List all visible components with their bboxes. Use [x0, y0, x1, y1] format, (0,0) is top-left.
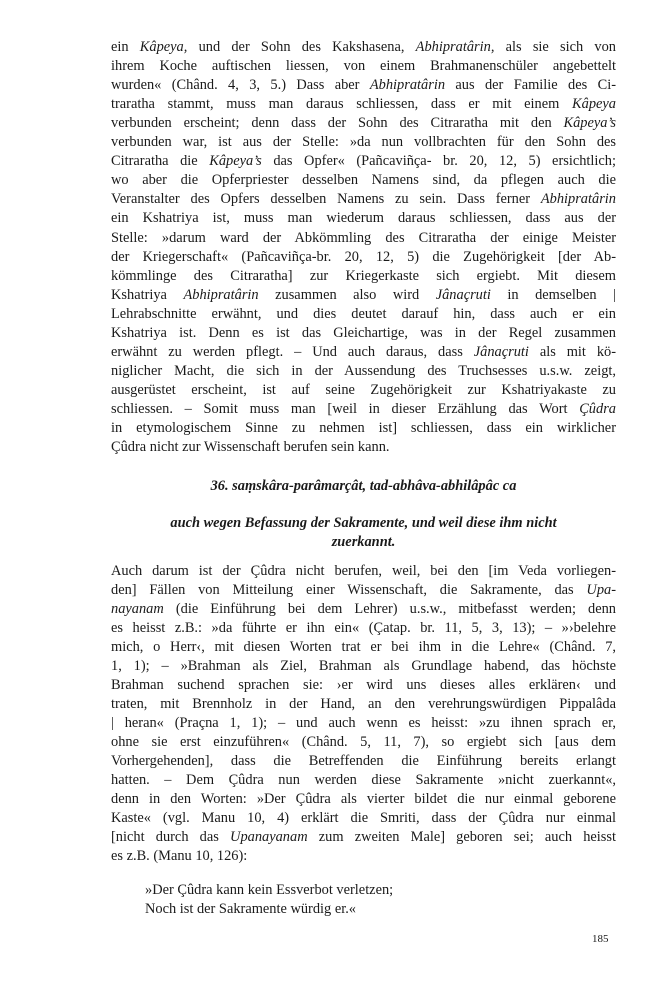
text-line — [111, 771, 616, 790]
text-line — [111, 419, 616, 438]
text-line — [111, 657, 616, 676]
text-run: mich, o Herr‹, mit diesen Worten trat er bei ihm in die Lehre« (Chând. 7, — [111, 639, 616, 655]
text-line — [111, 381, 616, 400]
text-run: Vorhergehenden], dass die Betreffenden die Einführung bereits erlangt — [111, 753, 616, 769]
italic-term: Abhipratârin, — [415, 39, 495, 55]
text-run: erwähnt zu werden pflegt. – Und auch daraus, dass — [111, 343, 474, 360]
text-run: Auch darum ist der Çûdra nicht berufen, weil, bei den [im Veda vorliegen- — [111, 563, 616, 579]
text-run: ein — [111, 39, 140, 55]
text-line — [111, 581, 616, 600]
verse-line-1: »Der Çûdra kann kein Essverbot verletzen; — [145, 882, 394, 898]
text-run: ohne sie erst einzuführen« (Chând. 5, 11, 7), so ergiebt sich [aus dem — [111, 734, 616, 750]
text-run: 1, 1); – »Brahman als Ziel, Brahman als Grundlage habend, das höchste — [111, 658, 616, 674]
text-line — [111, 400, 616, 419]
text-run: kömmlinge des Citraratha] zur Kriegerkaste sich ergiebt. Mit diesem — [111, 267, 616, 284]
text-run: in demselben | — [490, 286, 616, 303]
text-line — [111, 638, 616, 657]
text-run: zum zweiten Male] geboren sei; auch heisst — [307, 829, 616, 845]
sutra-heading: 36. saṃskâra-parâmarçât, tad-abhâva-abhilâpâc ca — [210, 478, 517, 494]
text-line — [111, 343, 616, 362]
text-line — [111, 847, 616, 866]
text-run: Kaste« (vgl. Manu 10, 4) erklärt die Smriti, dass der Çûdra nur einmal — [111, 810, 616, 826]
text-line — [111, 38, 616, 57]
text-run: und der Sohn des Kakshasena, — [187, 39, 416, 55]
text-line — [111, 790, 616, 809]
text-run: traten, mit Brennholz in der Hand, an den verehrungswürdigen Pippalâda — [111, 696, 616, 712]
text-run: [nicht durch das — [111, 829, 231, 845]
page-number: 185 — [592, 933, 609, 945]
text-run: Veranstalter des Opfers desselben Namens zu sein. Dass ferner — [111, 191, 541, 208]
text-line — [111, 438, 616, 457]
text-run: niglicher Macht, die sich in der Aussendung des Truchsesses u.s.w. zeigt, — [111, 362, 616, 379]
text-run: aus der Familie des Ci- — [445, 77, 616, 94]
text-run: Çûdra nicht zur Wissenschaft berufen sein kann. — [111, 439, 390, 456]
text-run: Kshatriya — [111, 286, 184, 303]
text-line — [111, 324, 616, 343]
text-run: als sie sich von — [494, 39, 616, 55]
text-run: den] Fällen von Mitteilung einer Wissenschaft, die Sakramente, das — [111, 582, 587, 598]
text-line — [111, 714, 616, 733]
text-line — [111, 305, 616, 324]
text-run: verbunden erscheint; denn dass der Sohn des Citraratha mit den — [111, 115, 564, 132]
text-line — [111, 676, 616, 695]
verse-line-2: Noch ist der Sakramente würdig er.« — [145, 901, 357, 917]
text-run: Lehrabschnitte erwähnt, und dies deutet darauf hin, dass auch er ein — [111, 305, 616, 322]
text-run: schliessen. – Somit muss man [weil in dieser Erzählung das Wort — [111, 400, 580, 417]
text-line — [111, 733, 616, 752]
text-line — [111, 619, 616, 638]
text-run: hatten. – Dem Çûdra nun werden diese Sakramente »nicht zuerkannt«, — [111, 772, 616, 788]
text-run: Kshatriya ist. Denn es ist das Gleichartige, was in der Regel zusammen — [111, 324, 616, 341]
text-line — [111, 229, 616, 248]
text-line — [111, 248, 616, 267]
text-run: Citraratha die — [111, 153, 210, 170]
text-line — [111, 562, 616, 581]
sutra-translation-line2: zuerkannt. — [331, 534, 396, 550]
text-run: in etymologischem Sinne zu nehmen ist] schliessen, dass ein wirklicher — [111, 420, 616, 436]
italic-term: Abhipratârin — [369, 77, 446, 94]
text-run: das Opfer« (Pañcaviñça- br. 20, 12, 5) ersichtlich; — [261, 153, 616, 170]
text-run: wo aber die Opferpriester desselben Namens sind, da pflegen auch die — [111, 172, 616, 189]
italic-term: Kâpeya’s — [563, 115, 616, 132]
text-run: | heran« (Praçna 1, 1); – und auch wenn es heisst: »zu ihnen sprach er, — [111, 715, 616, 731]
text-line — [111, 171, 616, 190]
text-run: der Kriegerschaft« (Pañcaviñça-br. 20, 12, 5) die Zugehörigkeit [der Ab- — [111, 248, 616, 265]
text-run: Brahman suchend sprachen sie: ›er wird uns dieses alles erklären‹ und — [111, 677, 616, 693]
text-line — [111, 114, 616, 133]
italic-term: Upa- — [586, 582, 616, 598]
italic-term: Abhipratârin — [183, 286, 259, 303]
text-line — [111, 828, 616, 847]
italic-term: Upanayanam — [230, 829, 308, 845]
text-run: ein Kshatriya ist, muss man wiederum daraus schliessen, dass aus der — [111, 210, 616, 227]
italic-term: nayanam — [111, 601, 164, 617]
text-run: ausgerüstet erscheint, ist auf seine Zugehörigkeit zur Kshatriyakaste zu — [111, 381, 616, 398]
italic-term: Kâpeya’s — [209, 153, 262, 170]
text-run: ihrem Koche auftischen liessen, von einem Brahmanenschüler angebettelt — [111, 58, 616, 75]
italic-term: Jânaçruti — [473, 343, 529, 360]
text-line — [111, 152, 616, 171]
text-line — [111, 76, 616, 95]
text-line — [111, 190, 616, 209]
text-line — [111, 600, 616, 619]
italic-term: Kâpeya, — [139, 39, 188, 55]
sutra-translation-line1: auch wegen Befassung der Sakramente, und weil diese ihm nicht — [170, 515, 557, 531]
text-run: verbunden war, ist aus der Stelle: »da nun vollbrachten für den Sohn des — [111, 134, 616, 151]
text-line — [111, 267, 616, 286]
text-run: Stelle: »darum ward der Abkömmling des Citraratha der einige Meister — [111, 229, 616, 246]
text-run: als mit kö- — [528, 343, 617, 360]
text-run: (die Einführung bei dem Lehrer) u.s.w., mitbefasst werden; denn — [163, 601, 616, 617]
text-line — [111, 286, 616, 305]
text-run: es heisst z.B.: »da führte er ihn ein« (Çatap. br. 11, 5, 3, 13); – »›belehre — [111, 620, 616, 636]
text-line — [111, 752, 616, 771]
text-line — [111, 209, 616, 228]
italic-term: Jânaçruti — [435, 286, 491, 303]
italic-term: Abhipratârin — [540, 191, 616, 208]
text-run: denn in den Worten: »Der Çûdra als vierter bildet die nur einmal geborene — [111, 791, 616, 807]
text-line — [111, 57, 616, 76]
italic-term: Kâpeya — [572, 96, 616, 113]
text-run: traratha stammt, muss man daraus schliessen, dass er mit einem — [111, 96, 573, 113]
text-line — [111, 95, 616, 114]
text-line — [111, 695, 616, 714]
italic-term: Çûdra — [579, 400, 616, 417]
text-line — [111, 362, 616, 381]
text-run: es z.B. (Manu 10, 126): — [111, 848, 248, 864]
text-run: zusammen also wird — [258, 286, 436, 303]
text-line — [111, 809, 616, 828]
text-line — [111, 133, 616, 152]
text-run: wurden« (Chând. 4, 3, 5.) Dass aber — [111, 77, 370, 94]
